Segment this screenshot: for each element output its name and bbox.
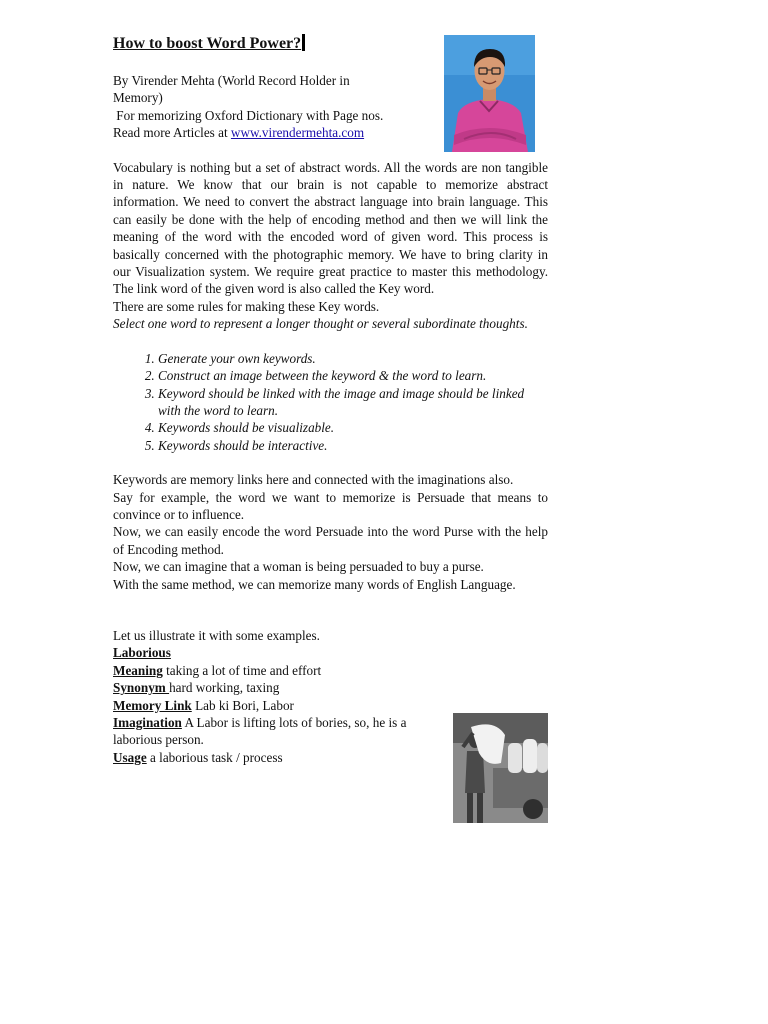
list-item: 1. Generate your own keywords.	[158, 350, 548, 367]
example-word: Laborious	[113, 645, 171, 661]
paragraph-keywords: Keywords are memory links here and connected with the imaginations also.	[113, 472, 514, 488]
rules-italic-note: Select one word to represent a longer thought or several subordinate thoughts.	[113, 316, 528, 332]
memorizing-line: For memorizing Oxford Dictionary with Page nos.	[113, 107, 384, 123]
read-more-prefix: Read more Articles at	[113, 125, 231, 141]
paragraph-vocabulary: Vocabulary is nothing but a set of abstract words. All the words are non tangible in nature. We know that our brain is not capable to memorize abstract information. We need to convert the abstract language into brain language. This can easily be done with the help of encoding method and then we will link the meaning of the word with the encoded word of given word. This process is basically concerned with the photographic memory. We have to bring clarity in our Visualization system. We require great practice to master this methodology. The link word of the given word is also called the Key word.	[113, 159, 548, 297]
paragraph-same-method: With the same method, we can memorize many words of English Language.	[113, 576, 516, 592]
examples-block	[113, 627, 443, 766]
text-cursor	[302, 34, 305, 51]
memory-link-value: Lab ki Bori, Labor	[191, 697, 294, 713]
spacer	[113, 333, 548, 350]
example-meaning	[113, 662, 443, 679]
spacer	[113, 142, 548, 159]
example-imagination	[113, 714, 443, 749]
page-title	[113, 34, 548, 54]
spacer	[113, 610, 548, 627]
author-line-1: By Virender Mehta (World Record Holder in	[113, 73, 350, 88]
paragraph-imagine-woman: Now, we can imagine that a woman is being persuaded to buy a purse.	[113, 559, 484, 575]
read-more-line	[113, 124, 433, 141]
list-item: 3. Keyword should be linked with the image and image should be linked with the word to learn.	[158, 385, 548, 420]
author-line-2: Memory)	[113, 90, 163, 106]
example-synonym	[113, 679, 443, 696]
paragraph-encode-purse: Now, we can easily encode the word Persuade into the word Purse with the help of Encoding method.	[113, 524, 548, 557]
spacer	[113, 593, 548, 610]
synonym-label: Synonym	[113, 680, 170, 696]
spacer	[113, 454, 548, 471]
imagination-label: Imagination	[113, 715, 182, 730]
example-usage	[113, 749, 443, 766]
usage-value: a laborious task / process	[146, 749, 283, 765]
list-item: 5. Keywords should be interactive.	[158, 437, 548, 454]
imagination-value: A Labor is lifting lots of bories, so, he is a laborious person.	[113, 715, 410, 748]
page-title-text: How to boost Word Power?	[113, 35, 302, 52]
list-item: 2. Construct an image between the keyword & the word to learn.	[158, 367, 548, 384]
list-item: 4. Keywords should be visualizable.	[158, 419, 548, 436]
rules-intro: There are some rules for making these Key words.	[113, 298, 380, 314]
usage-label: Usage	[113, 749, 147, 765]
memory-link-label: Memory Link	[113, 697, 192, 713]
synonym-value: hard working, taxing	[169, 680, 280, 696]
rules-list	[113, 350, 548, 454]
example-memory-link	[113, 697, 443, 714]
document-page	[113, 30, 548, 766]
meaning-value: taking a lot of time and effort	[162, 662, 322, 678]
paragraph-persuade-example: Say for example, the word we want to memorize is Persuade that means to convince or to influence.	[113, 489, 548, 522]
byline-block	[113, 72, 433, 142]
website-link[interactable]: www.virendermehta.com	[230, 125, 365, 141]
meaning-label: Meaning	[113, 662, 163, 678]
examples-intro: Let us illustrate it with some examples.	[113, 627, 320, 643]
